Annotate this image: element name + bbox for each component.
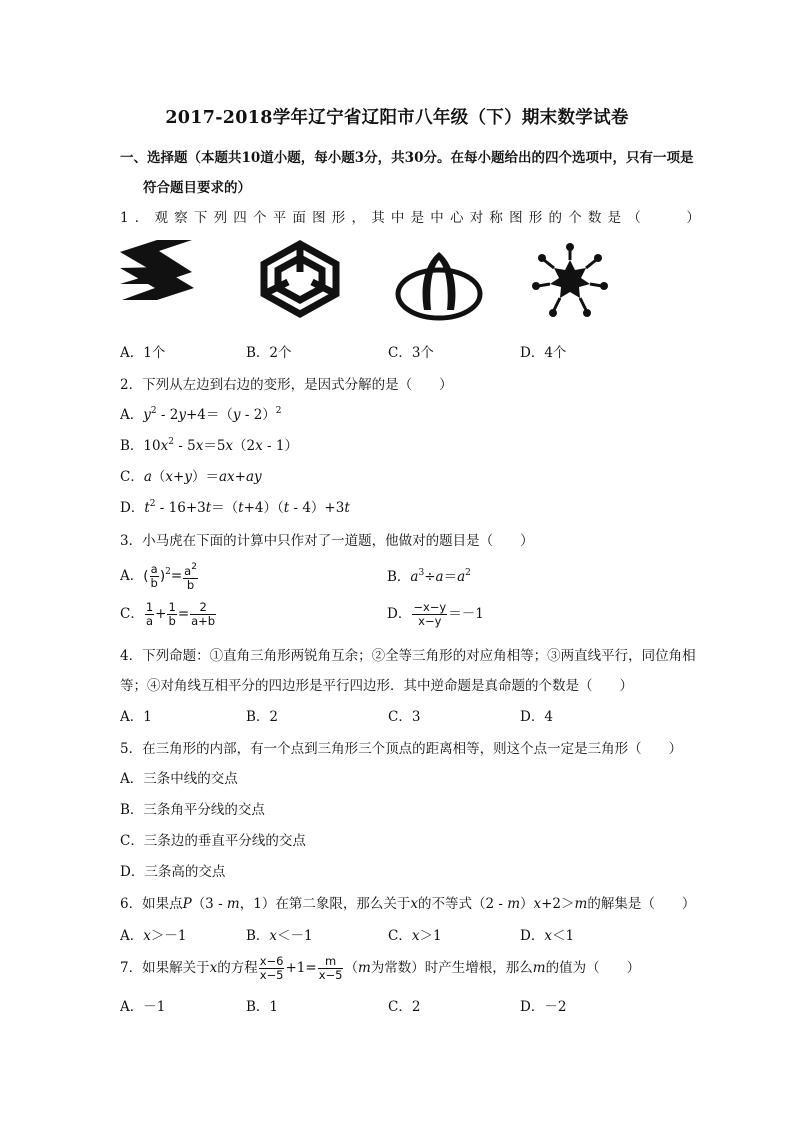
q5-option-a: A．三条中线的交点 xyxy=(120,771,238,787)
splat-star-icon xyxy=(532,240,608,320)
q4-option-d: D．4 xyxy=(520,709,553,725)
q4-option-c: C．3 xyxy=(388,709,421,725)
q7-option-a: A．－1 xyxy=(120,999,166,1015)
q7-stem: 7．如果解关于x的方程 $\frac{x-6}{x-5}$ +1= $\frac{m}{x-5}$ （m为常数）时产生增根，那么m的值为（ ） xyxy=(120,954,641,982)
q7-option-b: B．1 xyxy=(246,999,279,1015)
q1-option-b: B．2个 xyxy=(246,345,292,361)
q6-option-b: B．x＜－1 xyxy=(246,928,313,944)
q6-option-d: D．x＜1 xyxy=(520,928,575,944)
q3-stem: 3．小马虎在下面的计算中只作对了一道题，他做对的题目是（ ） xyxy=(120,533,534,549)
q2-option-a: A．$y^2 - 2y+4=(y - 2)^2$ xyxy=(120,406,282,423)
q1-option-a: A．1个 xyxy=(120,345,166,361)
q3-option-c: C． $\frac{1}{a}$ + $\frac{1}{b}$ = $\frac{2}{a+b}$ xyxy=(120,600,216,628)
q4-option-b: B．2 xyxy=(246,709,279,725)
q4-stem-line2: 等；④对角线互相平分的四边形是平行四边形．其中逆命题是真命题的个数是（ ） xyxy=(120,678,633,694)
q2-stem: 2．下列从左边到右边的变形，是因式分解的是（ ） xyxy=(120,377,453,393)
q6-option-c: C．x＞1 xyxy=(388,928,442,944)
q2-option-b: B．$10x^2 - 5x=5x(2x - 1)$ xyxy=(120,437,298,454)
q1-stem: 1．观察下列四个平面图形，其中是中心对称图形的个数是（ ） xyxy=(120,210,707,226)
q5-option-d: D．三条高的交点 xyxy=(120,864,226,880)
section-heading-line1: 一、选择题（本题共10道小题，每小题3分，共30分。在每小题给出的四个选项中，只有一项是 xyxy=(120,150,694,166)
suzuki-logo-icon xyxy=(117,238,197,302)
q6-option-a: A．x＞－1 xyxy=(120,928,187,944)
q1-option-c: C．3个 xyxy=(388,345,434,361)
ellipse-arch-logo-icon xyxy=(394,248,484,322)
q5-option-b: B．三条角平分线的交点 xyxy=(120,802,265,818)
hexagon-star-knot-icon xyxy=(254,238,346,318)
q4-option-a: A．1 xyxy=(120,709,152,725)
q6-stem: 6．如果点P（3 - m，1）在第二象限，那么关于x的不等式（2 - m）x+2＞m的解集是（ ） xyxy=(120,896,696,912)
q3-option-d: D． $\frac{-x-y}{x-y}$ ＝－1 xyxy=(387,600,484,628)
q2-option-c: C．a（x+y）＝ax+ay xyxy=(120,469,262,485)
q7-option-d: D．－2 xyxy=(520,999,567,1015)
q7-option-c: C．2 xyxy=(388,999,421,1015)
q3-option-b: B．$a^3\div a=a^2$ xyxy=(387,568,471,585)
q3-option-a: A．( $\frac{a}{b}$ )$^2$= $\frac{a^2}{b}$ xyxy=(120,562,197,592)
q5-option-c: C．三条边的垂直平分线的交点 xyxy=(120,833,306,849)
q4-stem-line1: 4．下列命题：①直角三角形两锐角互余；②全等三角形的对应角相等；③两直线平行，同位角相 xyxy=(120,648,696,664)
section-heading-line2: 符合题目要求的） xyxy=(143,180,251,196)
page-title: 2017-2018学年辽宁省辽阳市八年级（下）期末数学试卷 xyxy=(165,108,629,128)
q5-stem: 5．在三角形的内部，有一个点到三角形三个顶点的距离相等，则这个点一定是三角形（ ） xyxy=(120,741,683,757)
q2-option-d: D．$t^2 - 16+3t=(t+4)(t - 4)+3t$ xyxy=(120,499,350,516)
q1-option-d: D．4个 xyxy=(520,345,567,361)
